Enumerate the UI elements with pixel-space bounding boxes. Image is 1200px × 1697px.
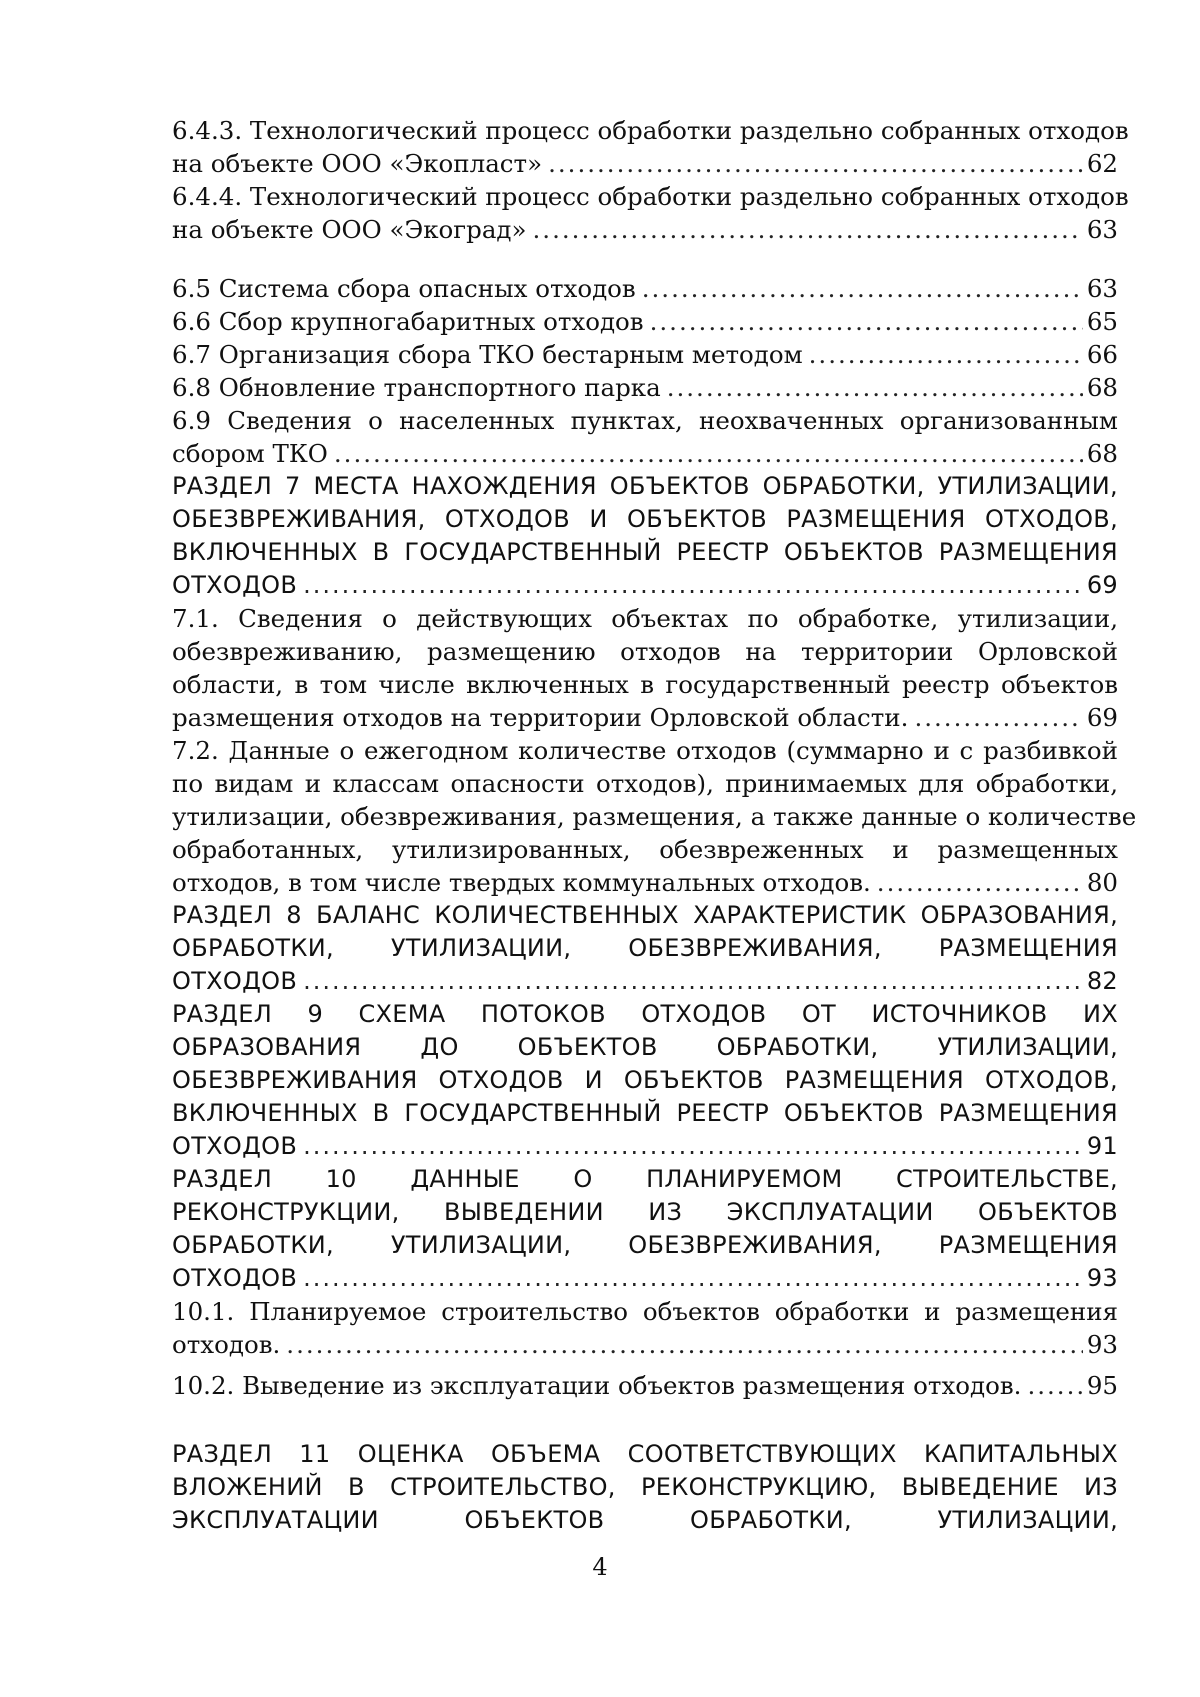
dot-leader bbox=[642, 272, 1083, 305]
toc-page-number: 68 bbox=[1086, 373, 1118, 402]
dot-leader bbox=[303, 1130, 1083, 1163]
toc-page-number: 63 bbox=[1086, 274, 1118, 303]
toc-entry-section-7[interactable] bbox=[172, 470, 1118, 602]
toc-page-number: 66 bbox=[1086, 340, 1118, 369]
toc-page-number: 93 bbox=[1086, 1264, 1118, 1292]
dot-leader bbox=[667, 371, 1083, 404]
page-number: 4 bbox=[592, 1553, 608, 1581]
toc-entry-6-7[interactable] bbox=[172, 338, 1118, 371]
toc-line: ВКЛЮЧЕННЫХ В ГОСУДАРСТВЕННЫЙ РЕЕСТР ОБЪЕКТОВ РАЗМЕЩЕНИЯ bbox=[172, 538, 1118, 566]
toc-line: 6.4.4. Технологический процесс обработки раздельно собранных отходов bbox=[172, 182, 1129, 211]
toc-line: РАЗДЕЛ 7 МЕСТА НАХОЖДЕНИЯ ОБЪЕКТОВ ОБРАБОТКИ, УТИЛИЗАЦИИ, bbox=[172, 472, 1118, 500]
toc-entry-6-4-3[interactable] bbox=[172, 114, 1129, 180]
dot-leader bbox=[1027, 1369, 1082, 1402]
toc-entry-6-5[interactable] bbox=[172, 272, 1118, 305]
toc-page-number: 69 bbox=[1086, 571, 1118, 599]
toc-line: ОБРАЗОВАНИЯ ДО ОБЪЕКТОВ ОБРАБОТКИ, УТИЛИЗАЦИИ, bbox=[172, 1033, 1118, 1061]
toc-line: ОБЕЗВРЕЖИВАНИЯ ОТХОДОВ И ОБЪЕКТОВ РАЗМЕЩЕНИЯ ОТХОДОВ, bbox=[172, 1066, 1118, 1094]
toc-line: 6.5 Система сбора опасных отходов bbox=[172, 274, 636, 303]
toc-line: РАЗДЕЛ 11 ОЦЕНКА ОБЪЕМА СООТВЕТСТВУЮЩИХ КАПИТАЛЬНЫХ bbox=[172, 1440, 1118, 1468]
toc-line: отходов, в том числе твердых коммунальных отходов. bbox=[172, 868, 871, 897]
toc-line: ОБРАБОТКИ, УТИЛИЗАЦИИ, ОБЕЗВРЕЖИВАНИЯ, РАЗМЕЩЕНИЯ bbox=[172, 934, 1118, 962]
toc-line: РЕКОНСТРУКЦИИ, ВЫВЕДЕНИИ ИЗ ЭКСПЛУАТАЦИИ ОБЪЕКТОВ bbox=[172, 1198, 1118, 1226]
toc-entry-section-9[interactable] bbox=[172, 998, 1118, 1163]
toc-line: размещения отходов на территории Орловской области. bbox=[172, 703, 909, 732]
toc-page-number: 69 bbox=[1086, 703, 1118, 732]
toc-line: на объекте ООО «Экоград» bbox=[172, 215, 527, 244]
toc-line: 6.4.3. Технологический процесс обработки раздельно собранных отходов bbox=[172, 116, 1129, 145]
dot-leader bbox=[533, 213, 1083, 246]
toc-entry-10-1[interactable] bbox=[172, 1295, 1118, 1361]
toc-line: РАЗДЕЛ 9 СХЕМА ПОТОКОВ ОТХОДОВ ОТ ИСТОЧНИКОВ ИХ bbox=[172, 1000, 1118, 1028]
toc-line: РАЗДЕЛ 8 БАЛАНС КОЛИЧЕСТВЕННЫХ ХАРАКТЕРИСТИК ОБРАЗОВАНИЯ, bbox=[172, 901, 1118, 929]
toc-entry-7-2[interactable] bbox=[172, 734, 1137, 899]
toc-line: обработанных, утилизированных, обезвреженных и размещенных bbox=[172, 835, 1118, 864]
toc-entry-section-10[interactable] bbox=[172, 1163, 1118, 1295]
toc-line: сбором ТКО bbox=[172, 439, 328, 468]
toc-line: ОТХОДОВ bbox=[172, 967, 298, 995]
toc-entry-6-8[interactable] bbox=[172, 371, 1118, 404]
table-of-contents bbox=[172, 114, 1137, 1537]
toc-line: 6.8 Обновление транспортного парка bbox=[172, 373, 661, 402]
toc-line: 10.2. Выведение из эксплуатации объектов размещения отходов. bbox=[172, 1371, 1022, 1400]
toc-line: ОТХОДОВ bbox=[172, 1264, 298, 1292]
dot-leader bbox=[303, 965, 1083, 998]
dot-leader bbox=[914, 701, 1082, 734]
toc-line: 7.1. Сведения о действующих объектах по обработке, утилизации, bbox=[172, 604, 1118, 633]
dot-leader bbox=[877, 866, 1083, 899]
toc-page-number: 63 bbox=[1086, 215, 1118, 244]
toc-entry-7-1[interactable] bbox=[172, 602, 1118, 734]
toc-line: на объекте ООО «Экопласт» bbox=[172, 149, 543, 178]
toc-line: по видам и классам опасности отходов), принимаемых для обработки, bbox=[172, 769, 1118, 798]
toc-line: 6.9 Сведения о населенных пунктах, неохваченных организованным bbox=[172, 406, 1118, 435]
dot-leader bbox=[286, 1328, 1083, 1361]
toc-entry-section-8[interactable] bbox=[172, 899, 1118, 998]
toc-line: ОТХОДОВ bbox=[172, 1132, 298, 1160]
toc-entry-6-4-4[interactable] bbox=[172, 180, 1129, 246]
toc-page-number: 65 bbox=[1086, 307, 1118, 336]
toc-line: РАЗДЕЛ 10 ДАННЫЕ О ПЛАНИРУЕМОМ СТРОИТЕЛЬСТВЕ, bbox=[172, 1165, 1118, 1193]
toc-line: утилизации, обезвреживания, размещения, а также данные о количестве bbox=[172, 802, 1137, 831]
toc-line: ВЛОЖЕНИЙ В СТРОИТЕЛЬСТВО, РЕКОНСТРУКЦИЮ, ВЫВЕДЕНИЕ ИЗ bbox=[172, 1473, 1118, 1501]
dot-leader bbox=[548, 147, 1083, 180]
toc-page-number: 82 bbox=[1086, 967, 1118, 995]
toc-page-number: 80 bbox=[1086, 868, 1118, 897]
toc-line: 7.2. Данные о ежегодном количестве отходов (суммарно и с разбивкой bbox=[172, 736, 1118, 765]
dot-leader bbox=[303, 1262, 1083, 1295]
toc-entry-6-6[interactable] bbox=[172, 305, 1118, 338]
toc-line: области, в том числе включенных в государственный реестр объектов bbox=[172, 670, 1118, 699]
dot-leader bbox=[334, 437, 1083, 470]
toc-entry-6-9[interactable] bbox=[172, 404, 1118, 470]
toc-line: ЭКСПЛУАТАЦИИ ОБЪЕКТОВ ОБРАБОТКИ, УТИЛИЗАЦИИ, bbox=[172, 1506, 1118, 1534]
toc-page-number: 93 bbox=[1086, 1330, 1118, 1359]
toc-entry-10-2[interactable] bbox=[172, 1369, 1118, 1402]
toc-line: ОТХОДОВ bbox=[172, 571, 298, 599]
dot-leader bbox=[809, 338, 1083, 371]
toc-page-number: 62 bbox=[1086, 149, 1118, 178]
toc-line: отходов. bbox=[172, 1330, 281, 1359]
dot-leader bbox=[303, 569, 1083, 602]
toc-line: обезвреживанию, размещению отходов на территории Орловской bbox=[172, 637, 1118, 666]
toc-page-number: 68 bbox=[1086, 439, 1118, 468]
toc-line: ОБЕЗВРЕЖИВАНИЯ, ОТХОДОВ И ОБЪЕКТОВ РАЗМЕЩЕНИЯ ОТХОДОВ, bbox=[172, 505, 1118, 533]
toc-page-number: 95 bbox=[1086, 1371, 1118, 1400]
dot-leader bbox=[650, 305, 1083, 338]
toc-line: ОБРАБОТКИ, УТИЛИЗАЦИИ, ОБЕЗВРЕЖИВАНИЯ, РАЗМЕЩЕНИЯ bbox=[172, 1231, 1118, 1259]
toc-line: 6.7 Организация сбора ТКО бестарным методом bbox=[172, 340, 803, 369]
toc-line: 10.1. Планируемое строительство объектов обработки и размещения bbox=[172, 1297, 1118, 1326]
toc-line: 6.6 Сбор крупногабаритных отходов bbox=[172, 307, 644, 336]
toc-page-number: 91 bbox=[1086, 1132, 1118, 1160]
toc-line: ВКЛЮЧЕННЫХ В ГОСУДАРСТВЕННЫЙ РЕЕСТР ОБЪЕКТОВ РАЗМЕЩЕНИЯ bbox=[172, 1099, 1118, 1127]
toc-entry-section-11[interactable] bbox=[172, 1438, 1118, 1537]
